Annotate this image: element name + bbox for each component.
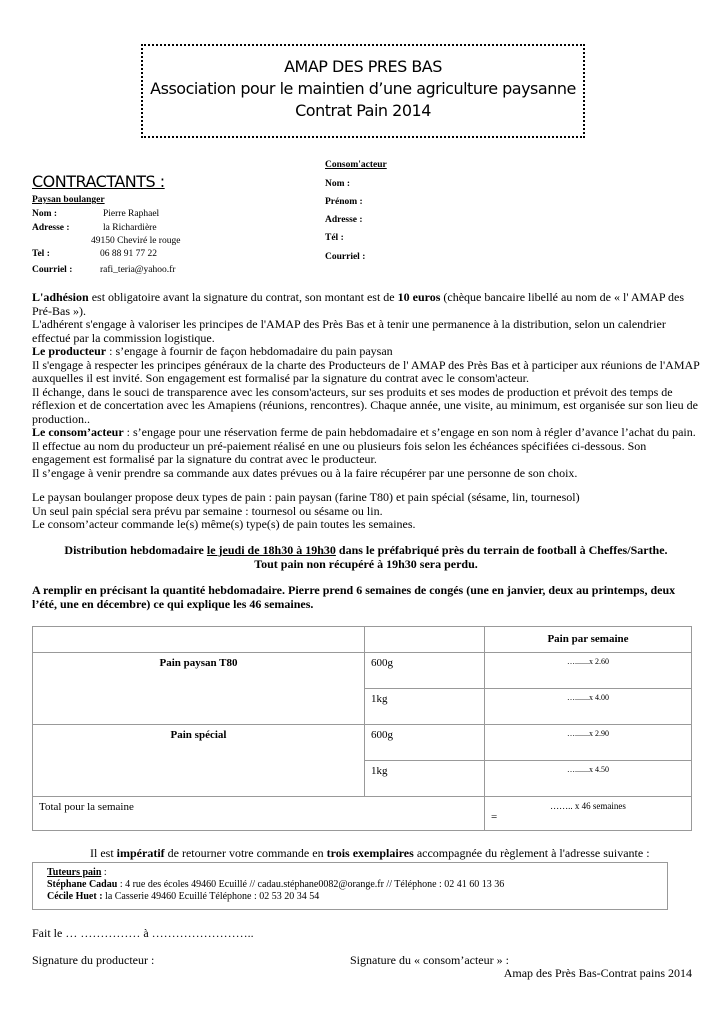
consomacteur-paragraph xyxy=(32,426,700,467)
engagements-text xyxy=(32,291,700,480)
consomacteur-prenom-label: Prénom : xyxy=(325,197,363,207)
distribution-time: le jeudi de 18h30 à 19h30 xyxy=(206,543,336,557)
imperatif-t3: accompagnée du règlement à l'adresse suivante : xyxy=(413,846,650,860)
imperatif-t2: de retourner votre commande en xyxy=(164,846,327,860)
consomacteur-nom-label: Nom : xyxy=(325,179,351,189)
tuteur-2-address: la Casserie 49460 Ecuillé Téléphone : 02 53 20 34 54 xyxy=(102,891,320,902)
header-title: AMAP DES PRES BAS xyxy=(284,57,442,76)
paysan-nom-value: Pierre Raphael xyxy=(103,209,160,219)
tuteur-2-name: Cécile Huet : xyxy=(47,891,103,902)
adhesion-line2: L'adhérent s'engage à valoriser les principes de l'AMAP des Près Bas et à tenir une permanence à la distribution, selon un calendrier effectué par la commission logistique. xyxy=(32,317,666,345)
imperatif-t1: Il est xyxy=(90,846,117,860)
imperatif-b2: trois exemplaires xyxy=(326,846,414,860)
tuteur-1 xyxy=(47,879,653,891)
distribution-text xyxy=(32,544,700,571)
table-header: Pain par semaine xyxy=(485,627,692,653)
consomacteur-tel-label: Tél : xyxy=(325,233,344,243)
total-value: …….. x 46 semaines xyxy=(550,801,626,811)
header-box xyxy=(141,44,585,138)
consomacteur-text: : s’engage pour une réservation ferme de pain hebdomadaire et s’engage en son nom à régler d’avance l’achat du pain. Il effectue au nom du producteur un pré-paiement réalisé en une ou plusieurs fois selon les échéances spécifiées ci-dessous. Son engagement est formalisé par la signature du contrat avec le producteur. xyxy=(32,425,696,466)
imperatif-text xyxy=(90,846,650,861)
header-association: Association pour le maintien d’une agriculture paysanne xyxy=(150,79,576,98)
consomacteur-title: Consom'acteur xyxy=(325,160,387,170)
consomacteur-courriel-label: Courriel : xyxy=(325,252,366,262)
tuteurs-colon: : xyxy=(101,867,107,878)
header-contract: Contrat Pain 2014 xyxy=(295,101,431,120)
table-cell xyxy=(365,627,485,653)
producteur-line2: Il s'engage à respecter les principes généraux de la charte des Producteurs de l' AMAP des Près Bas et à participer aux réunions de l'AMAP auxquelles il est invité. Son engagement est formalisé par la signature du contrat avec le consom'acteur. xyxy=(32,357,700,385)
paysan-tel-label: Tel : xyxy=(32,249,50,259)
qty-paysan-1kg[interactable]: ….......x 4.00 xyxy=(485,689,692,725)
total-cell[interactable] xyxy=(485,797,692,831)
types-line1: Le paysan boulanger propose deux types de pain : pain paysan (farine T80) et pain spécial (sésame, lin, tournesol) xyxy=(32,490,580,504)
distribution-part1: Distribution hebdomadaire xyxy=(64,543,207,557)
weight-1kg: 1kg xyxy=(365,689,485,725)
remplir-text: A remplir en précisant la quantité hebdomadaire. Pierre prend 6 semaines de congés (une en janvier, deux au printemps, deux l’été, une en décembre) ce qui explique les 46 semaines. xyxy=(32,583,676,611)
types-line2: Un seul pain spécial sera prévu par semaine : tournesol ou sésame ou lin. xyxy=(32,503,383,518)
order-table xyxy=(32,626,692,831)
pain-special-label: Pain spécial xyxy=(33,725,365,797)
total-label: Total pour la semaine xyxy=(33,797,485,831)
distribution-line1 xyxy=(32,544,700,558)
paysan-adresse-value: la Richardière xyxy=(103,223,157,233)
paysan-adresse-city: 49150 Cheviré le rouge xyxy=(91,236,181,246)
table-row xyxy=(33,725,692,761)
distribution-place: dans le préfabriqué près du terrain de football à Cheffes/Sarthe. xyxy=(335,543,668,557)
table-header-row xyxy=(33,627,692,653)
pain-paysan-label: Pain paysan T80 xyxy=(33,653,365,725)
weight-1kg: 1kg xyxy=(365,761,485,797)
adhesion-cheque: (chèque bancaire libellé au nom de « l' AMAP des Pré-Bas »). xyxy=(32,290,685,318)
paysan-title: Paysan boulanger xyxy=(32,195,105,205)
paysan-courriel-value: rafi_teria@yahoo.fr xyxy=(100,265,176,275)
imperatif-b1: impératif xyxy=(116,846,165,860)
distribution-line2: Tout pain non récupéré à 19h30 sera perdu. xyxy=(254,556,478,571)
tuteurs-title: Tuteurs pain xyxy=(47,867,102,878)
tuteur-1-name: Stéphane Cadau xyxy=(47,879,118,890)
table-cell xyxy=(33,627,365,653)
contractants-title: CONTRACTANTS : xyxy=(32,172,165,191)
table-row xyxy=(33,653,692,689)
producteur-bold: Le producteur xyxy=(32,344,107,358)
signature-producteur: Signature du producteur : xyxy=(32,953,155,967)
consomacteur-adresse-label: Adresse : xyxy=(325,215,363,225)
paysan-nom-label: Nom : xyxy=(32,209,58,219)
tuteurs-heading xyxy=(47,867,653,879)
consomacteur-bold: Le consom’acteur xyxy=(32,425,124,439)
producteur-paragraph xyxy=(32,345,700,359)
consomacteur-line2: Il s’engage à venir prendre sa commande aux dates prévues ou à la faire récupérer par une personne de son choix. xyxy=(32,465,578,480)
paysan-courriel-label: Courriel : xyxy=(32,265,73,275)
paysan-adresse-label: Adresse : xyxy=(32,223,70,233)
tuteurs-box xyxy=(32,862,668,910)
tuteur-2 xyxy=(47,891,653,903)
types-text xyxy=(32,491,700,532)
weight-600g: 600g xyxy=(365,653,485,689)
qty-special-1kg[interactable]: ….......x 4.50 xyxy=(485,761,692,797)
fait-le: Fait le … …………… à …………………….. xyxy=(32,926,254,940)
page-footer: Amap des Près Bas-Contrat pains 2014 xyxy=(503,966,692,980)
signature-consomacteur: Signature du « consom’acteur » : xyxy=(350,953,509,967)
total-equals: = xyxy=(491,811,498,823)
table-total-row xyxy=(33,797,692,831)
adhesion-bold: L'adhésion xyxy=(32,290,89,304)
weight-600g: 600g xyxy=(365,725,485,761)
types-line3: Le consom’acteur commande le(s) même(s) type(s) de pain toutes les semaines. xyxy=(32,517,416,531)
tuteur-1-address: : 4 rue des écoles 49460 Ecuillé // cadau.stéphane0082@orange.fr // Téléphone : 02 41 60 13 36 xyxy=(117,879,505,890)
producteur-line3: Il échange, dans le souci de transparence avec les consom'acteurs, sur ses produits et ses modes de production et prévoit des temps de réflexion et de concertation avec les Amapiens (réunions, rencontres). Chaque année, une visite, au minimum, est organisée sur son lieu de production.. xyxy=(32,384,698,426)
adhesion-paragraph xyxy=(32,291,700,318)
paysan-tel-value: 06 88 91 77 22 xyxy=(100,249,157,259)
qty-special-600g[interactable]: ….......x 2.90 xyxy=(485,725,692,761)
producteur-text: : s’engage à fournir de façon hebdomadaire du pain paysan xyxy=(106,344,393,358)
adhesion-text: est obligatoire avant la signature du contrat, son montant est de xyxy=(88,290,398,304)
qty-paysan-600g[interactable]: ….......x 2.60 xyxy=(485,653,692,689)
adhesion-amount: 10 euros xyxy=(397,290,441,304)
